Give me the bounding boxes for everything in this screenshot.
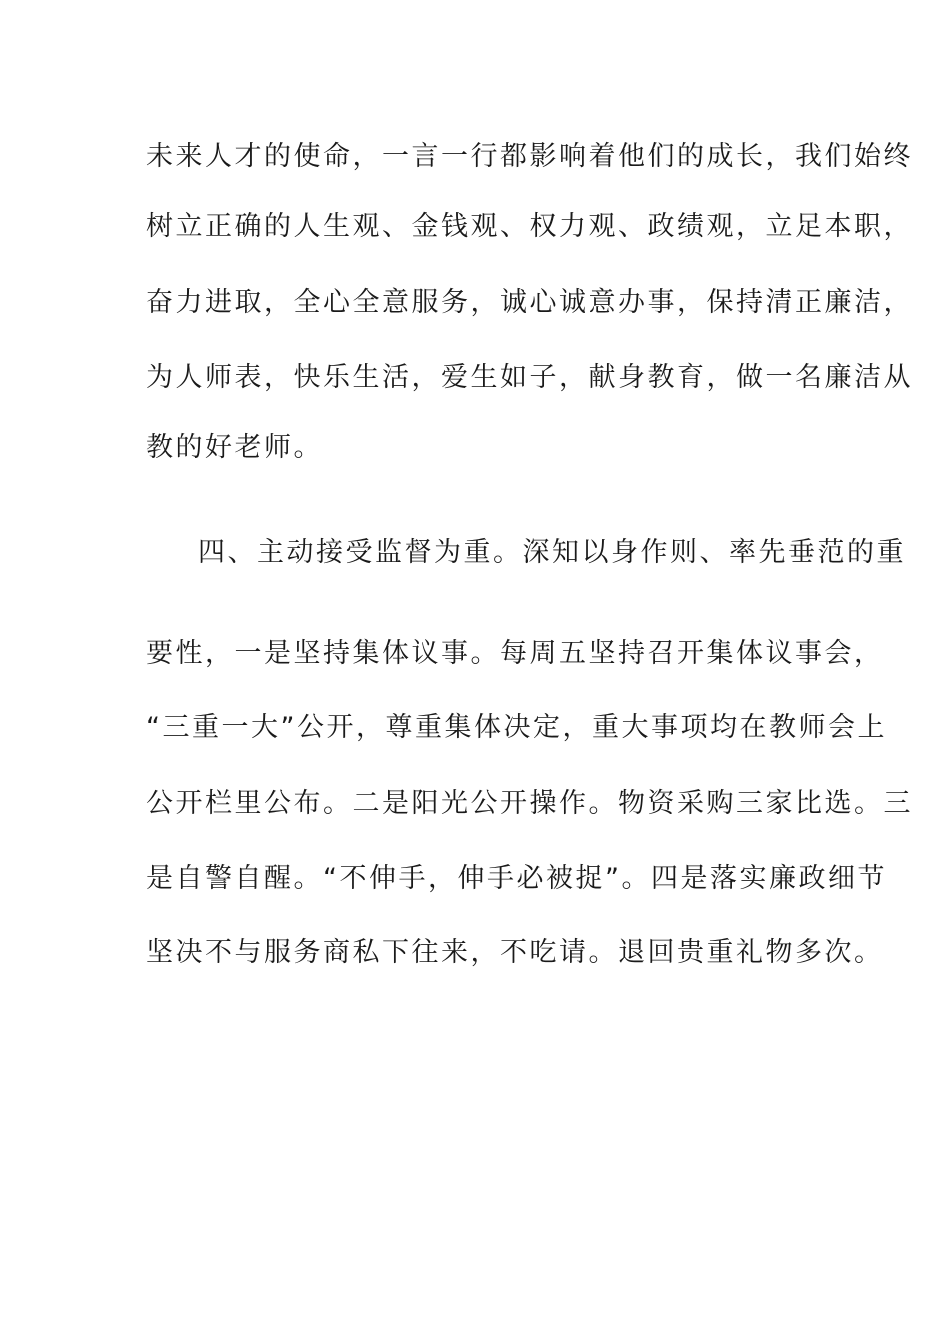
paragraph-line: 未来人才的使命，一言一行都影响着他们的成长，我们始终 [146, 141, 913, 172]
paragraph-line: 公开栏里公布。二是阳光公开操作。物资采购三家比选。三 [146, 788, 913, 819]
paragraph-line: 坚决不与服务商私下往来，不吃请。退回贵重礼物多次。 [146, 937, 884, 968]
paragraph-line: 是自警自醒。“不伸手，伸手必被捉”。四是落实廉政细节 [146, 863, 887, 894]
paragraph-line: 教的好老师。 [146, 432, 323, 463]
paragraph-line: 为人师表，快乐生活，爱生如子，献身教育，做一名廉洁从 [146, 362, 913, 393]
paragraph-line: “三重一大”公开，尊重集体决定，重大事项均在教师会上 [146, 712, 887, 743]
paragraph-line: 奋力进取，全心全意服务，诚心诚意办事，保持清正廉洁， [146, 287, 913, 318]
paragraph-line: 要性，一是坚持集体议事。每周五坚持召开集体议事会， [146, 638, 884, 669]
paragraph-line: 四、主动接受监督为重。深知以身作则、率先垂范的重 [198, 537, 906, 568]
paragraph-line: 树立正确的人生观、金钱观、权力观、政绩观，立足本职， [146, 211, 913, 242]
